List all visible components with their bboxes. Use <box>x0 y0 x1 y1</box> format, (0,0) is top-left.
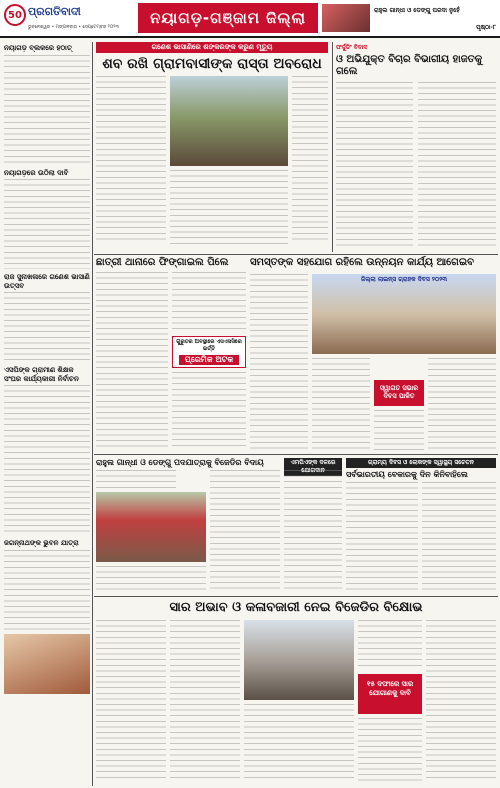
column-rule <box>332 42 333 252</box>
text-lines <box>4 55 90 165</box>
right-top-text-col2 <box>418 82 496 250</box>
left-story-3-title: ରାଜ ସୁନାଖଳାରେ ଗଣେଶ ଭାସାଣି ଉତ୍ସବ <box>4 273 90 290</box>
callout-top: ଗୁରୁତର ଅବସ୍ଥାରେ ଏସଏସସିରେ ଭର୍ତ୍ତି <box>176 339 242 352</box>
lower-left-text-col1 <box>96 566 206 592</box>
edition-meta: ଭୁବନେଶ୍ୱର • ମଙ୍ଗଳବାର • ସେପ୍ଟେମ୍ବର ୨୦୨୩ <box>28 25 119 30</box>
text-lines <box>4 292 90 362</box>
mid-right-text-col1 <box>250 274 308 450</box>
right-top-headline: ଓ ଅଭିଯୁକ୍ତ ବିଚାର ବିଭାଗୀୟ ହାଜତକୁ ଗଲେ <box>336 54 483 77</box>
top-story-band: ଗଣେଶ ଭାସାଣିରେ ଶଙ୍କରଙ୍କ କରୁଣ ମୃତ୍ୟୁ <box>96 42 328 53</box>
text-lines <box>4 179 90 269</box>
left-story-5-title: ଜଗନ୍ନାଥଙ୍କ ଭୁବନ ଯାତ୍ରା <box>4 539 79 547</box>
right-top-text-col1 <box>336 82 413 250</box>
text-lines <box>4 385 90 535</box>
mid-right-text-col4 <box>428 358 496 450</box>
paper-name: ପ୍ରଗତିବାଦୀ <box>28 5 81 18</box>
lower-right-headline: ସର୍ବଭାରତୀୟ ବେକାରକୁ ଦିନ କିନିବାହିଲେ <box>346 470 468 479</box>
left-column <box>4 44 90 784</box>
lower-mid-band: ଏମପିଏଙ୍କ ଦଳରେ ଯୋଗଦାନ <box>284 458 342 476</box>
bottom-text-col5 <box>426 620 496 782</box>
top-story-photo-crowd <box>170 76 288 166</box>
bottom-text-col4 <box>358 718 422 782</box>
bottom-main-headline: ସାର ଅଭାବ ଓ କଳାବଜାରୀ ନେଇ ବିଜେଡିର ବିକ୍ଷୋଭ <box>169 600 423 615</box>
edition-banner: ନୟାଗଡ଼-ଗଞ୍ଜାମ ଜିଲ୍ଲା <box>138 3 318 33</box>
left-portrait-photo <box>4 634 90 694</box>
lower-right-text-col2 <box>422 482 496 592</box>
masthead <box>0 0 500 38</box>
left-story-1-body <box>4 55 90 165</box>
mid-event-photo <box>312 274 496 354</box>
left-story-3-body <box>4 292 90 362</box>
bottom-text-col3 <box>244 704 354 782</box>
mid-left-text-col3 <box>172 372 246 450</box>
mid-photo-banner: ଜିଲ୍ଲା ଲାଇନ୍ସ ଗ୍ରାହକ ଦିବସ ୨୦୨୩ <box>361 276 447 283</box>
lower-left-text-col2 <box>210 470 280 592</box>
column-rule <box>92 42 93 786</box>
top-story-text-col1 <box>96 76 166 244</box>
mid-right-text-col3 <box>374 410 424 450</box>
bottom-protest-photo <box>244 620 354 700</box>
mid-left-text-col2 <box>172 272 246 332</box>
bottom-red-box: ୧୫ ଦଫାରେ ସାର ଯୋଗାଣକୁ ଦାବି <box>358 674 422 714</box>
left-story-2-title: ନୟାଗଡ଼ରେ ଉଠିଲା ଦାବି <box>4 168 69 177</box>
anniversary-logo: 50 <box>4 4 26 26</box>
mid-right-text-col2 <box>312 358 370 450</box>
bottom-text-col2 <box>170 620 240 782</box>
callout-box <box>172 336 246 368</box>
bottom-text-col4-top <box>358 620 422 670</box>
lower-right-band: ଗ୍ରାମ୍ୟ ଦିବସ ଓ ଲୋକଙ୍କ ସ୍ୱାସ୍ଥ୍ୟ ସଚେତନ <box>346 458 496 468</box>
left-story-1-title: ନୟାଗଡ଼ ବ୍ଲକରେ ହଠାତ୍ <box>4 44 72 52</box>
lower-left-intro <box>96 470 176 490</box>
lower-mid-text <box>284 470 342 592</box>
left-story-4-body <box>4 385 90 535</box>
left-story-4-title: ଏସପିଙ୍କ ଗ୍ରାମୀଣ ଶିକ୍ଷକ ସଂଘର କାର୍ଯ୍ୟକାରୀ ନିର୍ବାଚନ <box>4 366 79 383</box>
right-top-kicker: ଫର୍ଦ୍ଦୁଡିଂ ବିବାଦ <box>336 44 368 51</box>
callout-label: ପ୍ରେମିକ ଅଟକ <box>179 355 239 365</box>
top-story-headline: ଶବ ରଖି ଗ୍ରାମବାସୀଙ୍କ ରାସ୍ତା ଅବରୋଧ <box>102 56 322 72</box>
left-story-5-body <box>4 550 90 630</box>
top-story-text-col2 <box>170 170 288 244</box>
lower-left-headline: ରାହୁଲ ଗାନ୍ଧୀ ଓ ଡେଙ୍ଗୁ ପଦଯାତ୍ରାକୁ ବିଜେଡିର ବିଦାୟ <box>96 458 264 467</box>
mid-left-text-col1 <box>96 272 168 450</box>
masthead-teaser: ରାହୁଲ ଗାନ୍ଧୀ ଓ ଡେଙ୍ଗୁ ପରଦା ନୁହେଁ <box>374 7 460 14</box>
mid-left-headline: ଛାତ୍ରୀ ଥାନାରେ ଫିଙ୍ଗାଇଲ ପିଲେ <box>96 257 229 268</box>
lower-right-text-col1 <box>346 482 418 592</box>
red-highlight-box: ସ୍ୱାଗତ ସଭାର ଦିବସ ପାଳିତ <box>374 380 424 406</box>
row-rule <box>94 596 498 597</box>
top-story-text-col3 <box>292 76 328 244</box>
row-rule <box>94 254 498 255</box>
masthead-photo <box>322 4 370 32</box>
page-number: ପୃଷ୍ଠା-୮ <box>476 24 496 31</box>
left-story-2-body <box>4 179 90 269</box>
lower-rally-photo <box>96 492 206 562</box>
text-lines <box>4 550 90 630</box>
bottom-text-col1 <box>96 620 166 782</box>
row-rule <box>94 454 498 455</box>
mid-right-headline: ସମସ୍ତଙ୍କ ସହଯୋଗ ରହିଲେ ଉନ୍ନୟନ କାର୍ଯ୍ୟ ଆଗେଇବ <box>250 257 475 268</box>
